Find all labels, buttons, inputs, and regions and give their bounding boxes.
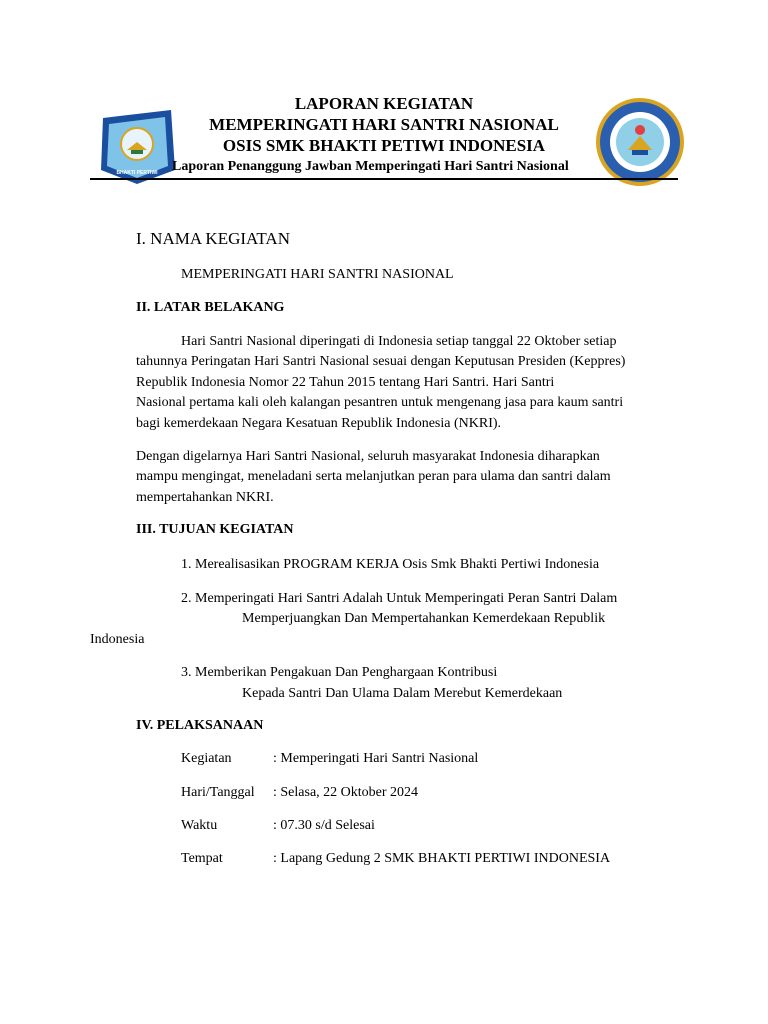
section-2-para1-line2: tahunnya Peringatan Hari Santri Nasional sesuai dengan Keputusan Presiden (Keppres): [136, 354, 626, 369]
detail-value-place: : Lapang Gedung 2 SMK BHAKTI PERTIWI INDONESIA: [273, 851, 611, 866]
detail-value-date: : Selasa, 22 Oktober 2024: [273, 785, 419, 800]
section-1-value: MEMPERINGATI HARI SANTRI NASIONAL: [181, 267, 454, 282]
section-2-para2-line1: Dengan digelarnya Hari Santri Nasional, seluruh masyarakat Indonesia diharapkan: [136, 449, 600, 464]
report-organization: OSIS SMK BHAKTI PETIWI INDONESIA: [222, 136, 546, 155]
objective-item-2-line1: 2. Memperingati Hari Santri Adalah Untuk Memperingati Peran Santri Dalam: [181, 591, 618, 606]
section-2-heading: II. LATAR BELAKANG: [136, 300, 285, 315]
detail-label-date: Hari/Tanggal: [181, 785, 255, 800]
detail-value-time: : 07.30 s/d Selesai: [273, 818, 375, 833]
objective-item-3-line1: 3. Memberikan Pengakuan Dan Penghargaan Kontribusi: [181, 665, 498, 680]
objective-item-2-line2: Memperjuangkan Dan Mempertahankan Kemerdekaan Republik: [242, 611, 606, 626]
detail-label-time: Waktu: [181, 818, 218, 833]
section-2-para1-line5: bagi kemerdekaan Negara Kesatuan Republik Indonesia (NKRI).: [136, 416, 502, 431]
section-2-para2-line3: mempertahankan NKRI.: [136, 490, 274, 505]
section-2-para1-line4: Nasional pertama kali oleh kalangan pesantren untuk mengenang jasa para kaum santri: [136, 395, 624, 410]
section-4-heading: IV. PELAKSANAAN: [136, 718, 264, 733]
header-divider: [90, 178, 678, 180]
detail-value-activity: : Memperingati Hari Santri Nasional: [273, 751, 479, 766]
report-subtitle: Laporan Penanggung Jawban Memperingati Hari Santri Nasional: [172, 159, 569, 174]
objective-item-2-line3: Indonesia: [90, 632, 145, 647]
section-2-para2-line2: mampu mengingat, meneladani serta melanjutkan peran para ulama dan santri dalam: [136, 469, 611, 484]
detail-label-activity: Kegiatan: [181, 751, 232, 766]
report-title: LAPORAN KEGIATAN: [294, 94, 474, 113]
detail-label-place: Tempat: [181, 851, 223, 866]
report-event-title: MEMPERINGATI HARI SANTRI NASIONAL: [209, 115, 559, 134]
objective-item-3-line2: Kepada Santri Dan Ulama Dalam Merebut Kemerdekaan: [242, 686, 563, 701]
section-3-heading: III. TUJUAN KEGIATAN: [136, 522, 294, 537]
section-2-para1-line3: Republik Indonesia Nomor 22 Tahun 2015 tentang Hari Santri. Hari Santri: [136, 375, 555, 390]
objective-item-1: 1. Merealisasikan PROGRAM KERJA Osis Smk Bhakti Pertiwi Indonesia: [181, 557, 600, 572]
logo-left-caption: BHAKTI PERTIWI: [116, 170, 158, 176]
section-1-heading: I. NAMA KEGIATAN: [136, 229, 290, 248]
section-2-para1-line1: Hari Santri Nasional diperingati di Indonesia setiap tanggal 22 Oktober setiap: [181, 334, 617, 349]
